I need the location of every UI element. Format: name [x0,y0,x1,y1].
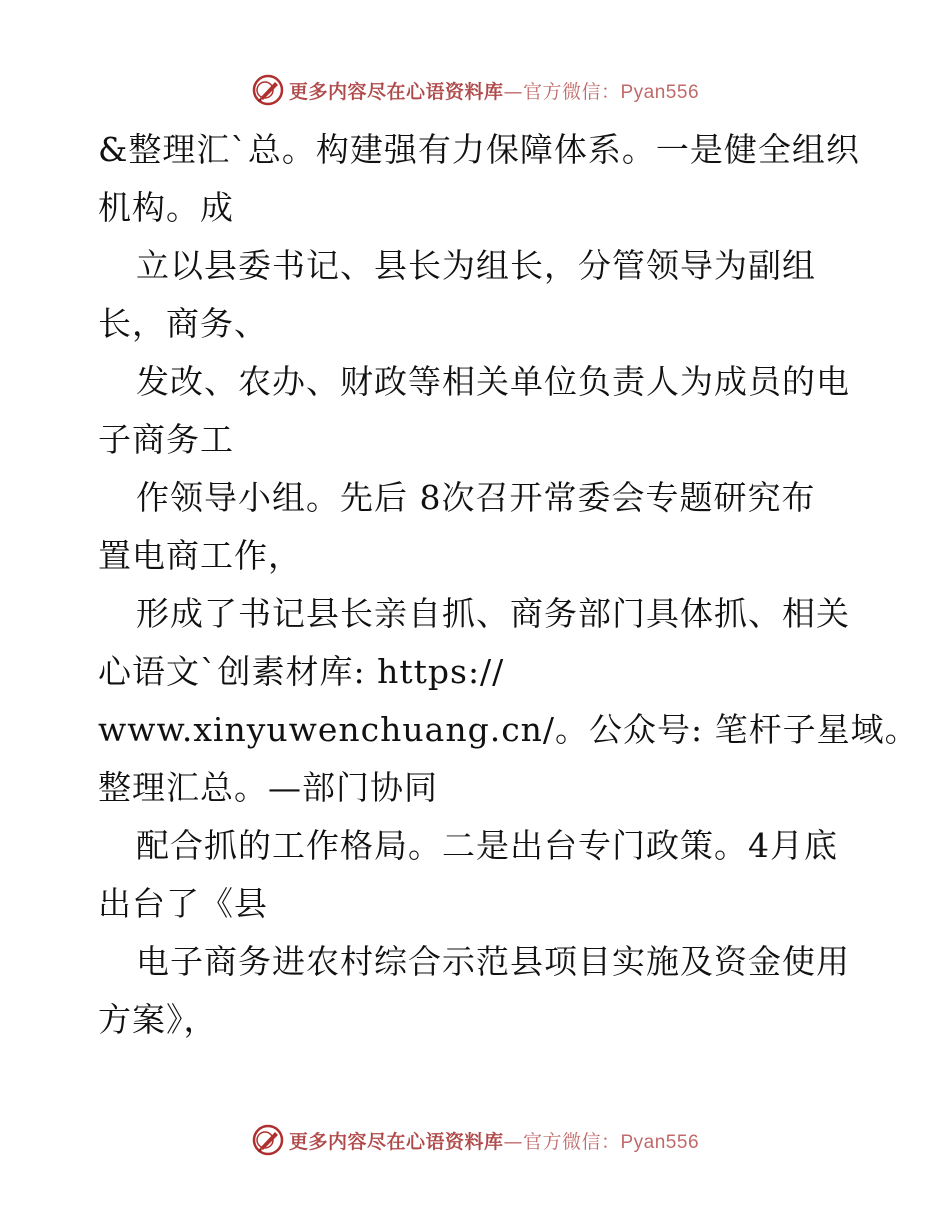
header-banner [0,68,950,112]
body-text-line: 置电商工作， [98,536,302,575]
body-text-line: &整理汇`总。构建强有力保障体系。一是健全组织 [98,130,860,169]
pen-logo-icon [251,73,285,107]
header-banner-text [289,77,699,104]
body-text-line: 方案》， [98,1000,218,1039]
header-wechat-id: Pyan556 [620,81,700,103]
footer-banner-text [289,1127,699,1154]
header-wechat-label: 官方微信： [522,80,621,103]
header-banner-main: 更多内容尽在心语资料库 [288,80,504,103]
body-text-line: 立以县委书记、县长为组长，分管领导为副组 [136,246,816,285]
footer-wechat-label: 官方微信： [522,1130,621,1153]
body-text-line: 发改、农办、财政等相关单位负责人为成员的电 [136,362,850,401]
body-text-line: 电子商务进农村综合示范县项目实施及资金使用 [136,942,850,981]
footer-wechat-id: Pyan556 [620,1131,700,1153]
body-text-line: 整理汇总。—部门协同 [98,768,438,807]
footer-banner-separator: — [503,1130,523,1153]
body-text-line: 长，商务、 [98,304,268,343]
body-text-line: www.xinyuwenchuang.cn/。公众号: 笔杆子星域。 [98,710,919,749]
body-text-line: 子商务工 [98,420,234,459]
body-text-line: 形成了书记县长亲自抓、商务部门具体抓、相关 [136,594,850,633]
body-text-line: 心语文`创素材库: https:// [98,652,505,691]
body-text-line: 作领导小组。先后 8次召开常委会专题研究布 [136,478,816,517]
body-text-line: 机构。成 [98,188,234,227]
body-text-line: 配合抓的工作格局。二是出台专门政策。4月底 [136,826,838,865]
body-text-line: 出台了《县 [98,884,268,923]
footer-banner-main: 更多内容尽在心语资料库 [288,1130,504,1153]
header-banner-separator: — [503,80,523,103]
footer-banner [0,1118,950,1162]
pen-logo-icon [251,1123,285,1157]
document-body [98,121,919,1049]
